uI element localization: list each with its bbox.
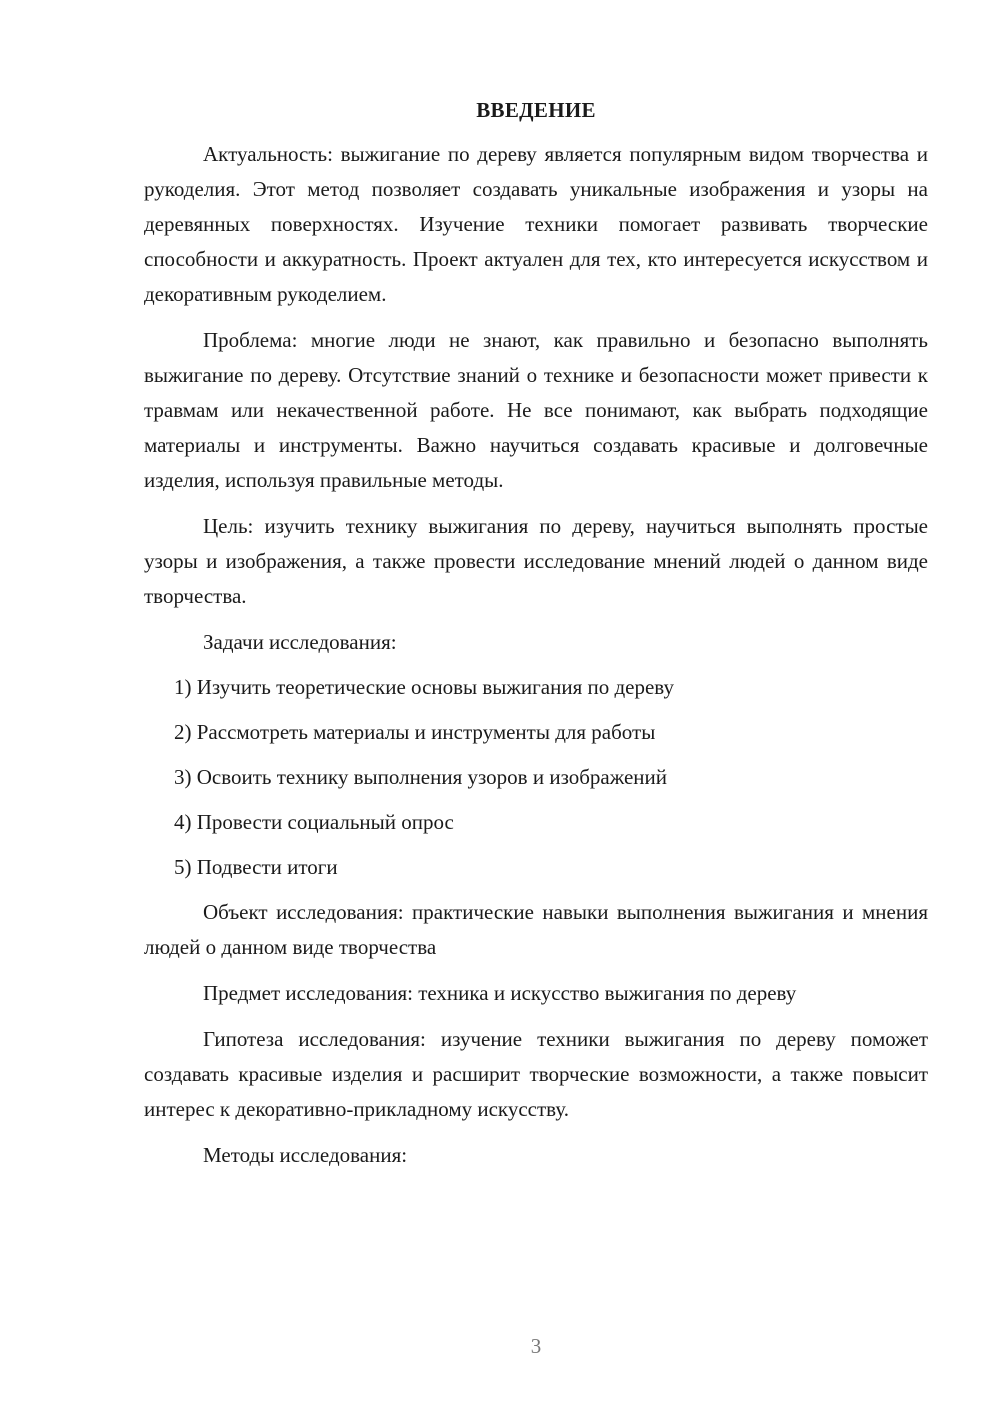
- page-number: 3: [530, 1334, 542, 1358]
- problem-paragraph: Проблема: многие люди не знают, как правильно и безопасно выполнять выжигание по дереву. Отсутствие знаний о технике и безопасности может привести к травмам или некачественной работе. Не все понимают, как выбрать подходящие материалы и инструменты. Важно научиться создавать красивые и долговечные изделия, используя правильные методы.: [144, 328, 928, 492]
- methods-heading: Методы исследования:: [203, 1143, 408, 1167]
- task-item-3: 3) Освоить технику выполнения узоров и изображений: [174, 765, 668, 789]
- hypothesis-paragraph: Гипотеза исследования: изучение техники выжигания по дереву поможет создавать красивые изделия и расширит творческие возможности, а также повысит интерес к декоративно-прикладному искусству.: [144, 1027, 928, 1121]
- task-item-5: 5) Подвести итоги: [174, 855, 338, 879]
- task-item-2: 2) Рассмотреть материалы и инструменты для работы: [174, 720, 656, 744]
- task-item-1: 1) Изучить теоретические основы выжигания по дереву: [174, 675, 675, 699]
- page-content: [144, 93, 928, 1183]
- object-paragraph: Объект исследования: практические навыки выполнения выжигания и мнения людей о данном виде творчества: [144, 900, 928, 959]
- subject-paragraph: Предмет исследования: техника и искусство выжигания по дереву: [203, 981, 797, 1005]
- section-title: ВВЕДЕНИЕ: [476, 98, 596, 122]
- tasks-heading: Задачи исследования:: [203, 630, 397, 654]
- tasks-list: [144, 670, 928, 885]
- goal-paragraph: Цель: изучить технику выжигания по дереву, научиться выполнять простые узоры и изображения, а также провести исследование мнений людей о данном виде творчества.: [144, 514, 928, 608]
- task-item-4: 4) Провести социальный опрос: [174, 810, 454, 834]
- relevance-paragraph: Актуальность: выжигание по дереву является популярным видом творчества и рукоделия. Этот метод позволяет создавать уникальные изображения и узоры на деревянных поверхностях. Изучение техники помогает развивать творческие способности и аккуратность. Проект актуален для тех, кто интересуется искусством и декоративным рукоделием.: [144, 142, 928, 306]
